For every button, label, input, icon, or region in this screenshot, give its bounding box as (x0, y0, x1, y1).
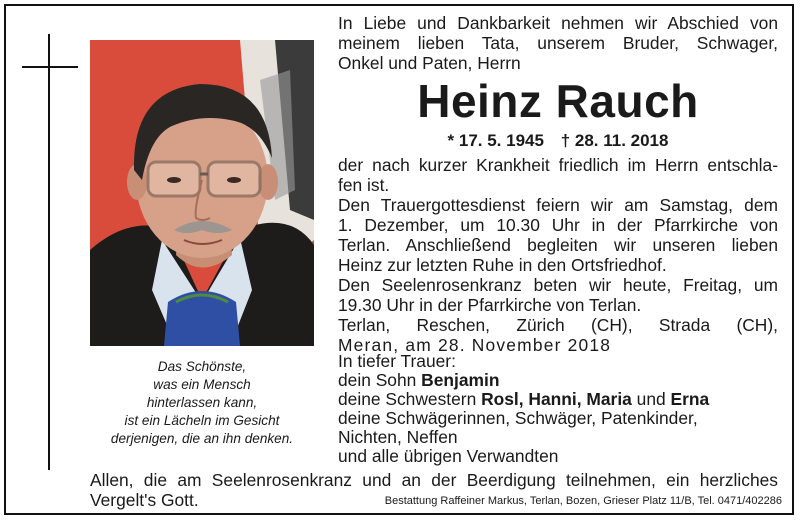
mourner-conjunction: und (631, 389, 671, 409)
thanks-line: Allen, die am Seelenrosenkranz und an der Beerdigung teilnehmen, ein herzliches (90, 470, 778, 490)
quote-line: derjenigen, die an ihn denken. (110, 431, 294, 446)
body-line: 19.30 Uhr in der Pfarrkirche von Terlan. (338, 295, 642, 315)
mourners-list (338, 352, 778, 466)
undertaker-info: Bestattung Raffeiner Markus, Terlan, Bozen, Grieser Platz 11/B, Tel. 0471/402286 (384, 495, 782, 507)
mourner-nephews: Nichten, Neffen (338, 427, 458, 447)
portrait-photo (90, 40, 314, 346)
cross-icon (48, 34, 50, 470)
mourner-relation: deine Schwestern (338, 389, 482, 409)
mourner-others: und alle übrigen Verwandten (338, 446, 559, 466)
death-date: † 28. 11. 2018 (560, 131, 669, 150)
mourner-name: Rosl, Hanni, Maria (481, 389, 632, 409)
body-line: Den Seelenrosenkranz beten wir heute, Freitag, um (338, 275, 778, 295)
quote-line: was ein Mensch (153, 377, 251, 392)
mourner-name: Erna (670, 389, 710, 409)
life-dates (338, 131, 778, 151)
memorial-quote (90, 358, 314, 448)
intro-line: Onkel und Paten, Herrn (338, 53, 521, 73)
body-line: Terlan, Reschen, Zürich (CH), Strada (CH), (338, 315, 778, 335)
mourner-relation: dein Sohn (338, 370, 422, 390)
deceased-name: Heinz Rauch (417, 75, 699, 127)
intro-line: In Liebe und Dankbarkeit nehmen wir Abschied von (338, 13, 778, 33)
body-line: 1. Dezember, um 10.30 Uhr in der Pfarrkirche von (338, 215, 778, 235)
body-line: Den Trauergottesdienst feiern wir am Samstag, dem (338, 195, 778, 215)
mourners-heading: In tiefer Trauer: (338, 351, 456, 371)
announcement-body (338, 155, 778, 355)
intro-line: meinem lieben Tata, unserem Bruder, Schwager, (338, 33, 778, 53)
body-line: Terlan. Anschließend begleiten wir unseren lieben (338, 235, 778, 255)
body-line: Meran, am 28. November 2018 (338, 335, 612, 355)
quote-line: Das Schönste, (157, 359, 247, 374)
quote-line: hinterlassen kann, (146, 395, 258, 410)
mourner-name: Benjamin (421, 370, 500, 390)
birth-date: * 17. 5. 1945 (447, 131, 544, 150)
body-line: der nach kurzer Krankheit friedlich im Herrn entschla- (338, 155, 778, 175)
body-line: fen ist. (338, 175, 390, 195)
cross-icon-bar (22, 66, 78, 68)
mourner-sisters (338, 390, 778, 409)
intro-text (338, 13, 778, 73)
body-line: Heinz zur letzten Ruhe in den Ortsfriedhof. (338, 255, 667, 275)
quote-line: ist ein Lächeln im Gesicht (124, 413, 280, 428)
mourner-in-laws: deine Schwägerinnen, Schwäger, Patenkinder, (338, 408, 698, 428)
mourner-son (338, 371, 778, 390)
thanks-line: Vergelt's Gott. (90, 490, 199, 510)
